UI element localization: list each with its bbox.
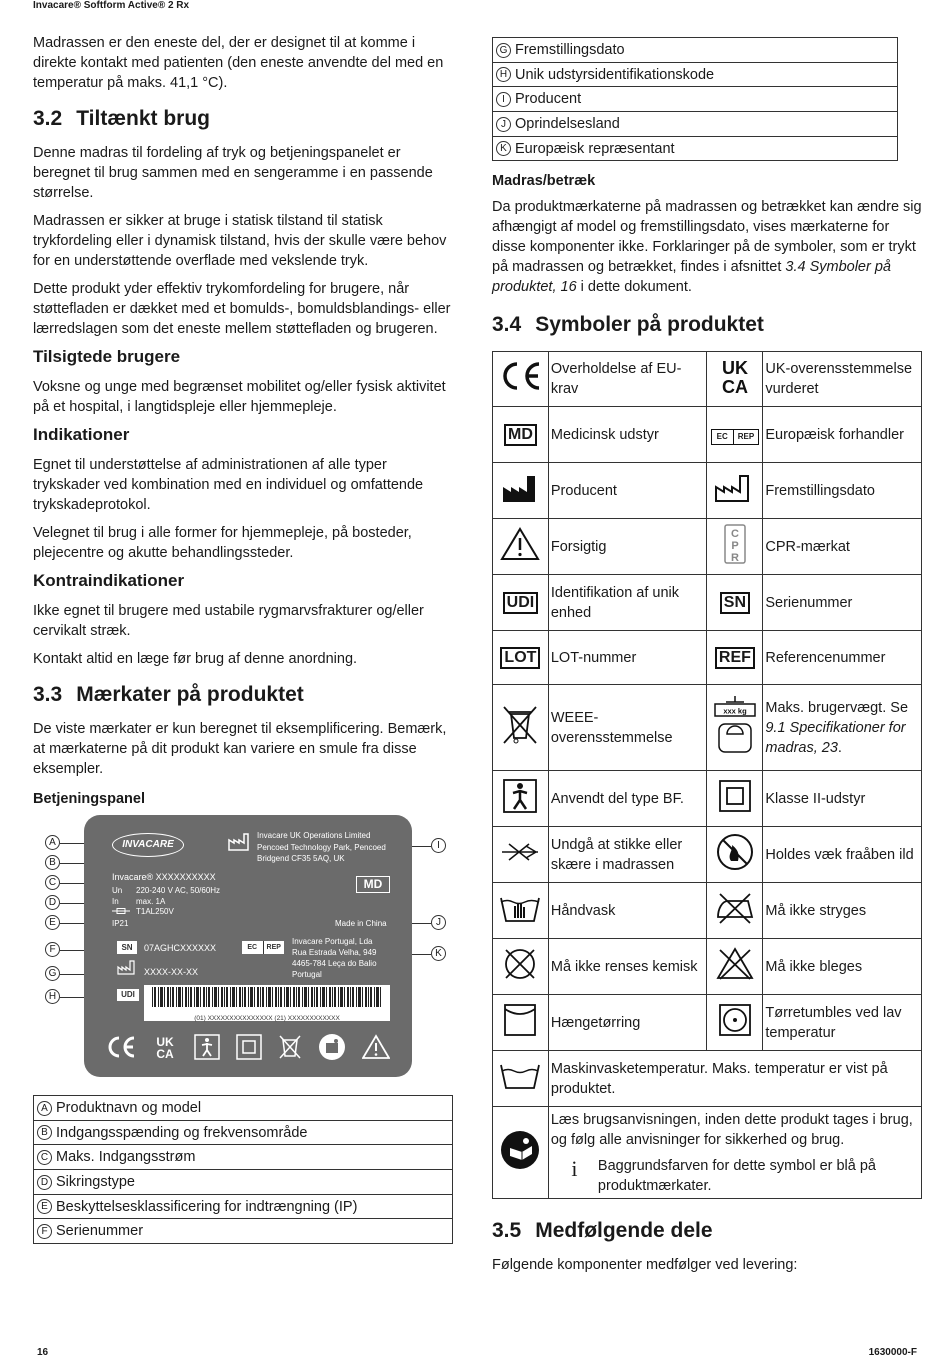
- date-text: XXXX-XX-XX: [144, 967, 199, 977]
- symbol-description: Referencenummer: [763, 631, 922, 685]
- no-stab-icon: [499, 841, 541, 863]
- ce-icon: [106, 1036, 136, 1058]
- legend-row: [34, 1170, 453, 1195]
- label-panel: [84, 815, 412, 1077]
- no-bleach-icon: [715, 946, 755, 982]
- callout-b: B: [45, 855, 60, 870]
- legend-key: J: [496, 117, 511, 132]
- svg-text:UK: UK: [721, 358, 748, 379]
- legend-text: Maks. Indgangsstrøm: [56, 1149, 196, 1166]
- users-heading: Tilsigtede brugere: [33, 347, 181, 366]
- legend-key: G: [496, 43, 511, 58]
- section-3-2-heading: 3.2 Tiltænkt brug: [33, 107, 210, 130]
- manufacturer-icon: [501, 473, 539, 503]
- symbol-description: Forsigtig: [548, 519, 707, 575]
- paragraph: De viste mærkater er kun beregnet til eksemplificering. Bemærk, at mærkaterne på dit produkt kan variere en smule fra disse eksempler.: [33, 721, 447, 777]
- no-fire-icon: [716, 833, 754, 871]
- udi-icon: UDI: [503, 592, 539, 614]
- svg-text:R: R: [730, 551, 739, 564]
- paragraph: Egnet til understøttelse af administrationen af alle typer trykskader ved kombination med en individuel og omfattende trykskadeprotokol.: [33, 457, 424, 513]
- legend-table-right: [492, 37, 898, 161]
- paragraph: Dette produkt yder effektiv trykomfordeling for brugere, når støttefladen er dækket med et bomulds-, bomuldsblandings- eller lærredslagen som det eneste mellem støttefladen og brugeren.: [33, 281, 451, 337]
- legend-key: K: [496, 141, 511, 156]
- legend-row: [34, 1219, 453, 1244]
- cross-reference-link[interactable]: 3.4 Symboler på produktet, 16: [492, 259, 891, 296]
- running-header: Invacare® Softform Active® 2 Rx: [33, 0, 190, 11]
- legend-row: [493, 112, 898, 137]
- symbol-description: Holdes væk fraåben ild: [763, 827, 922, 883]
- section-3-3-heading: 3.3 Mærkater på produktet: [33, 683, 304, 706]
- ce-icon: [498, 361, 542, 391]
- callout-g: G: [45, 966, 60, 981]
- svg-text:xxx kg: xxx kg: [723, 706, 747, 716]
- callout-j: J: [431, 915, 446, 930]
- legend-row: [493, 38, 898, 63]
- legend-key: B: [37, 1125, 52, 1140]
- sn-icon: SN: [720, 592, 750, 614]
- hang-dry-icon: [503, 1003, 537, 1037]
- mattress-cover-heading: Madras/betræk: [492, 173, 596, 190]
- legend-key: A: [37, 1101, 52, 1116]
- symbol-description: Europæisk forhandler: [763, 407, 922, 463]
- lot-icon: LOT: [500, 647, 540, 669]
- symbol-description: Må ikke bleges: [763, 939, 922, 995]
- legend-key: C: [37, 1150, 52, 1165]
- ukca-icon: [152, 1035, 178, 1059]
- manual-icon: [318, 1033, 346, 1061]
- symbol-description: Identifikation af unik enhed: [548, 575, 707, 631]
- callout-d: D: [45, 895, 60, 910]
- barcode-text: (01) XXXXXXXXXXXXXXX (21) XXXXXXXXXXXX: [194, 1015, 340, 1022]
- legend-text: Produktnavn og model: [56, 1099, 202, 1116]
- legend-key: H: [496, 67, 511, 82]
- manufacture-date-icon: [714, 473, 756, 503]
- fuse-icon: [112, 907, 130, 915]
- callout-h: H: [45, 989, 60, 1004]
- ec-rep-icon: EC REP: [711, 429, 760, 445]
- paragraph: Denne madras til fordeling af tryk og betjeningspanelet er beregnet til brug sammen med en sengeramme i en passende størrelse.: [33, 145, 433, 201]
- rep-line: Portugal: [292, 970, 322, 979]
- symbol-description: Må ikke renses kemisk: [548, 939, 707, 995]
- symbol-description: Producent: [548, 463, 707, 519]
- symbol-description: Fremstillingsdato: [763, 463, 922, 519]
- symbol-description: Læs brugsanvisningen, inden dette produkt tages i brug, og følg alle anvisninger for sikkerhed og brug.: [550, 1111, 913, 1148]
- symbol-description: UK-overensstemmelse vurderet: [763, 352, 922, 407]
- machine-wash-icon: [499, 1061, 541, 1091]
- svg-text:CA: CA: [156, 1047, 174, 1059]
- rep-line: Invacare Portugal, Lda: [292, 937, 373, 946]
- symbol-description: LOT-nummer: [548, 631, 707, 685]
- tumble-dry-low-icon: [718, 1003, 752, 1037]
- manufacturer-line: Bridgend CF35 5AQ, UK: [257, 854, 345, 863]
- manufacturer-icon: [228, 833, 250, 851]
- ip-text: IP21: [112, 919, 129, 928]
- legend-text: Fremstillingsdato: [515, 41, 625, 58]
- fuse-text: T1AL250V: [136, 907, 174, 916]
- legend-text: Producent: [515, 91, 582, 108]
- symbol-description: Hængetørring: [548, 995, 707, 1051]
- legend-text: Oprindelsesland: [515, 115, 620, 132]
- section-3-4-heading: 3.4 Symboler på produktet: [492, 313, 764, 337]
- callout-k: K: [431, 946, 446, 961]
- rep-line: Rua Estrada Velha, 949: [292, 948, 377, 957]
- paragraph: Voksne og unge med begrænset mobilitet og/eller fysisk aktivitet på et hospital, i langtidspleje eller hjemmepleje.: [33, 379, 446, 415]
- legend-table-left: [33, 1095, 453, 1244]
- legend-row: [34, 1145, 453, 1170]
- serial-text: 07AGHCXXXXXX: [144, 943, 217, 953]
- symbol-note: Baggrundsfarven for dette symbol er blå på produktmærkater.: [597, 1157, 876, 1194]
- current-label: In: [112, 897, 119, 906]
- caution-icon: [362, 1034, 390, 1060]
- legend-text: Indgangsspænding og frekvensområde: [56, 1124, 308, 1141]
- model-text: Invacare® XXXXXXXXXX: [112, 872, 216, 882]
- voltage-label: Un: [112, 886, 123, 895]
- rep-line: 4465-784 Leça do Balio: [292, 959, 377, 968]
- section-3-5-heading: 3.5 Medfølgende dele: [492, 1219, 713, 1243]
- ref-icon: REF: [715, 647, 755, 669]
- symbol-description: CPR-mærkat: [763, 519, 922, 575]
- contraindications-heading: Kontraindikationer: [33, 571, 185, 590]
- legend-row: [34, 1096, 453, 1121]
- legend-text: Europæisk repræsentant: [515, 140, 675, 157]
- document-number: 1630000-F: [868, 1347, 917, 1358]
- info-icon: i: [571, 1155, 578, 1181]
- paragraph: Ikke egnet til brugere med ustabile rygmarvsfrakturer og/eller cervikalt stræk.: [33, 603, 424, 639]
- svg-text:C: C: [730, 527, 739, 540]
- legend-key: I: [496, 92, 511, 107]
- callout-a: A: [45, 835, 60, 850]
- intro-paragraph: Madrassen er den eneste del, der er designet til at komme i direkte kontakt med patienten (den eneste anvendte del med en temperatur på maks. 41,1 °C).: [33, 35, 444, 91]
- udi-badge: UDI: [117, 989, 139, 1001]
- paragraph: Da produktmærkaterne på madrassen og betrækket kan ændre sig afhængigt af model og fremstillingsdato, vises mærkaterne for disse komponenter ikke. Forklaringer på de symboler, som er trykt på madrassen og betrækket, findes i afsnittet 3.4 Symboler på produktet, 16 i dette dokument.: [492, 199, 922, 296]
- legend-row: [493, 136, 898, 161]
- md-icon: MD: [504, 424, 537, 446]
- left-column: [33, 33, 453, 1244]
- callout-e: E: [45, 915, 60, 930]
- legend-text: Sikringstype: [56, 1173, 135, 1190]
- indications-heading: Indikationer: [33, 425, 130, 444]
- paragraph: Velegnet til brug i alle former for hjemmepleje, på bosteder, plejecentre og akutte behandlingssteder.: [33, 525, 412, 561]
- barcode: [144, 985, 390, 1021]
- cpr-icon: [720, 524, 750, 564]
- sn-badge: SN: [117, 941, 137, 954]
- read-manual-icon: [500, 1130, 540, 1170]
- weee-icon: [502, 704, 538, 746]
- svg-text:P: P: [731, 539, 739, 552]
- paragraph: Madrassen er sikker at bruge i statisk tilstand til statisk trykfordeling eller i dynamisk tilstand, hvis der skulle være behov for en understøttende overflade med vekslende tryk.: [33, 213, 447, 269]
- no-iron-icon: [714, 891, 756, 925]
- symbol-description: Medicinsk udstyr: [548, 407, 707, 463]
- legend-text: Serienummer: [56, 1223, 144, 1240]
- symbol-description: Maks. brugervægt. Se 9.1 Specifikationer for madras, 23.: [763, 685, 922, 771]
- paragraph: Kontakt altid en læge før brug af denne anordning.: [33, 651, 358, 667]
- legend-row: [34, 1194, 453, 1219]
- legend-key: D: [37, 1175, 52, 1190]
- legend-text: Unik udstyrsidentifikationskode: [515, 66, 715, 83]
- symbol-description: Klasse II-udstyr: [763, 771, 922, 827]
- ec-rep-badge: EC REP: [242, 941, 284, 954]
- manufacturer-line: Pencoed Technology Park, Pencoed: [257, 843, 386, 852]
- symbol-description: Undgå at stikke eller skære i madrassen: [548, 827, 707, 883]
- symbol-description: Maskinvasketemperatur. Maks. temperatur er vist på produktet.: [548, 1051, 921, 1107]
- symbol-description-block: [548, 1107, 921, 1199]
- svg-text:CA: CA: [721, 377, 748, 397]
- paragraph: Følgende komponenter medfølger ved levering:: [492, 1257, 798, 1274]
- symbols-table: [492, 351, 922, 1199]
- current-text: max. 1A: [136, 897, 166, 906]
- legend-row: [493, 87, 898, 112]
- control-panel-label-figure: [33, 815, 453, 1085]
- md-badge: MD: [356, 876, 390, 893]
- legend-row: [34, 1120, 453, 1145]
- legend-text: Beskyttelsesklassificering for indtrængning (IP): [56, 1198, 358, 1215]
- symbol-description: Tørretumbles ved lav temperatur: [763, 995, 922, 1051]
- control-panel-heading: Betjeningspanel: [33, 791, 145, 807]
- right-column: [492, 37, 922, 1283]
- manufacture-date-icon: [117, 960, 137, 975]
- voltage-text: 220-240 V AC, 50/60Hz: [136, 886, 221, 895]
- weee-icon: [278, 1034, 302, 1060]
- svg-text:UK: UK: [156, 1035, 174, 1049]
- type-bf-icon: [503, 779, 537, 813]
- symbol-description: Anvendt del type BF.: [548, 771, 707, 827]
- caution-icon: [500, 527, 540, 561]
- symbol-description: Serienummer: [763, 575, 922, 631]
- panel-symbol-row: [98, 1030, 398, 1064]
- class-ii-icon: [236, 1034, 262, 1060]
- page-number: 16: [37, 1347, 49, 1358]
- legend-row: [493, 62, 898, 87]
- made-in-text: Made in China: [335, 919, 387, 928]
- hand-wash-icon: [499, 892, 541, 924]
- no-dry-clean-icon: [502, 946, 538, 982]
- cross-reference-link[interactable]: 9.1 Specifikationer for madras, 23: [765, 719, 906, 756]
- symbol-description: Overholdelse af EU-krav: [548, 352, 707, 407]
- symbol-description: WEEE-overensstemmelse: [548, 685, 707, 771]
- class-ii-icon: [718, 779, 752, 813]
- max-weight-icon: [712, 694, 758, 756]
- callout-c: C: [45, 875, 60, 890]
- legend-key: E: [37, 1199, 52, 1214]
- manufacturer-line: Invacare UK Operations Limited: [257, 831, 371, 840]
- legend-key: F: [37, 1224, 52, 1239]
- symbol-description: Håndvask: [548, 883, 707, 939]
- type-bf-icon: [194, 1034, 220, 1060]
- callout-i: I: [431, 838, 446, 853]
- callout-f: F: [45, 942, 60, 957]
- symbol-description: Må ikke stryges: [763, 883, 922, 939]
- ukca-icon: [715, 356, 755, 396]
- invacare-logo: INVACARE: [112, 833, 184, 857]
